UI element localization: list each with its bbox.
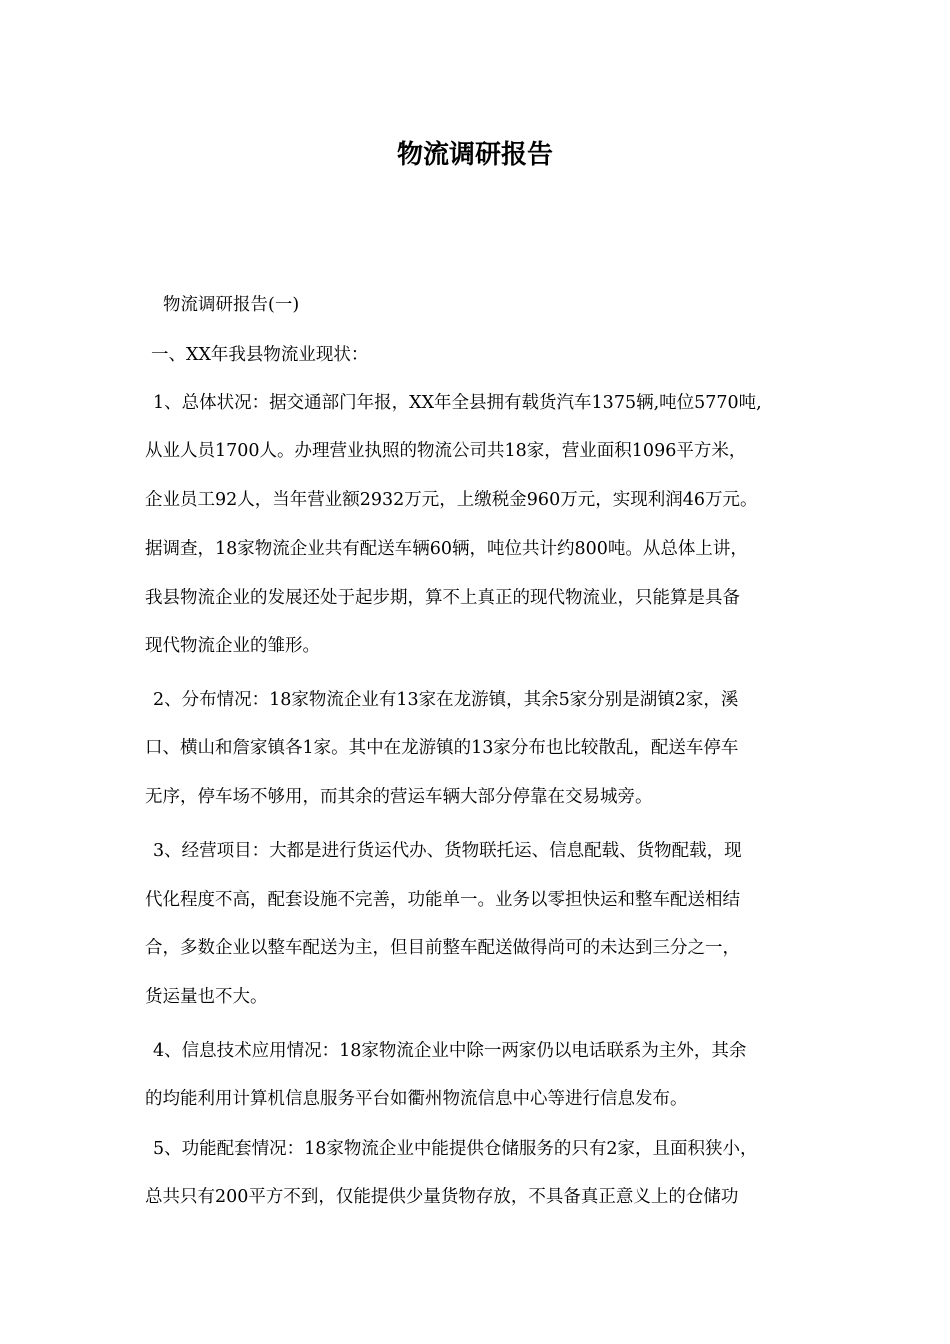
section-heading: 一、XX年我县物流业现状： [151, 345, 369, 365]
paragraph-line: 2、分布情况：18家物流企业有13家在龙游镇，其余5家分别是湖镇2家，溪 [153, 690, 739, 710]
paragraph-line: 5、功能配套情况：18家物流企业中能提供仓储服务的只有2家，且面积狭小， [153, 1139, 758, 1159]
paragraph-line: 企业员工92人，当年营业额2932万元，上缴税金960万元，实现利润46万元。 [145, 490, 758, 510]
document-title: 物流调研报告 [396, 140, 553, 170]
paragraph-line: 货运量也不大。 [145, 987, 268, 1007]
paragraph-line: 据调查，18家物流企业共有配送车辆60辆，吨位共计约800吨。从总体上讲， [145, 539, 748, 559]
paragraph-line: 我县物流企业的发展还处于起步期，算不上真正的现代物流业，只能算是具备 [145, 588, 740, 608]
paragraph-line: 无序，停车场不够用，而其余的营运车辆大部分停靠在交易城旁。 [145, 787, 653, 807]
paragraph-line: 合，多数企业以整车配送为主，但目前整车配送做得尚可的未达到三分之一， [145, 938, 740, 958]
subtitle: 物流调研报告(一) [163, 295, 300, 315]
paragraph-line: 代化程度不高，配套设施不完善，功能单一。业务以零担快运和整车配送相结 [145, 890, 740, 910]
paragraph-line: 总共只有200平方不到，仅能提供少量货物存放，不具备真正意义上的仓储功 [145, 1187, 739, 1207]
paragraph-line: 1、总体状况：据交通部门年报，XX年全县拥有载货汽车1375辆,吨位5770吨, [153, 393, 762, 413]
paragraph-line: 的均能利用计算机信息服务平台如衢州物流信息中心等进行信息发布。 [145, 1089, 688, 1109]
paragraph-line: 现代物流企业的雏形。 [145, 636, 320, 656]
paragraph-line: 从业人员1700人。办理营业执照的物流公司共18家，营业面积1096平方米， [145, 441, 747, 461]
paragraph-line: 3、经营项目：大都是进行货运代办、货物联托运、信息配载、货物配载，现 [153, 841, 742, 861]
paragraph-line: 4、信息技术应用情况：18家物流企业中除一两家仍以电话联系为主外，其余 [153, 1041, 747, 1061]
paragraph-line: 口、横山和詹家镇各1家。其中在龙游镇的13家分布也比较散乱，配送车停车 [145, 738, 739, 758]
